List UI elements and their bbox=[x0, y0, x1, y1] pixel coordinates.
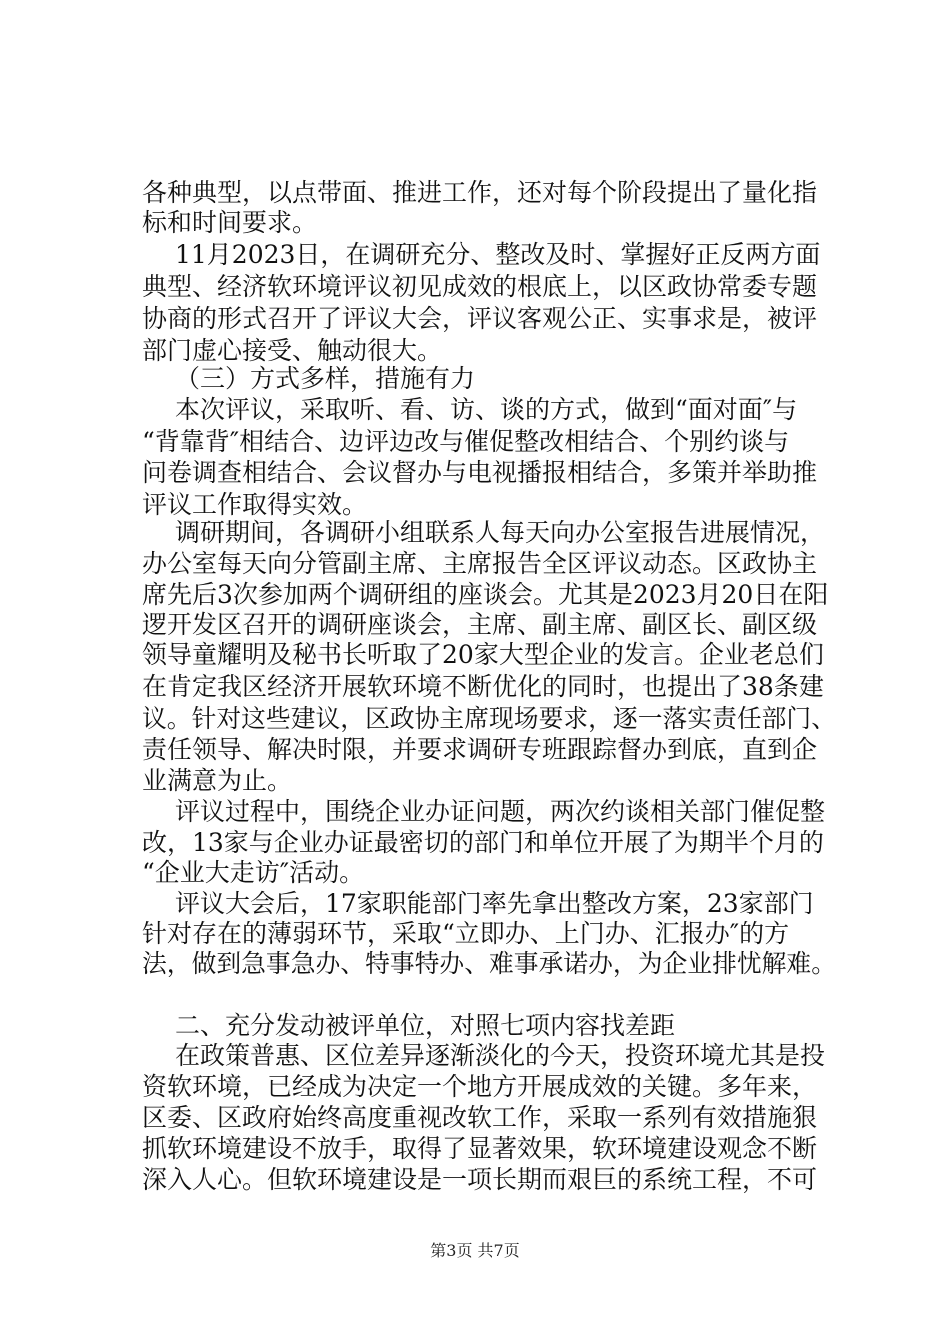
text-line: “背靠背″相结合、边评边改与催促整改相结合、个别约谈与 bbox=[142, 427, 790, 456]
text-line: 各种典型，以点带面、推进工作，还对每个阶段提出了量化指 bbox=[142, 178, 818, 207]
text-line: 评议大会后，17家职能部门率先拿出整改方案，23家部门 bbox=[175, 889, 814, 918]
text-line: 问卷调查相结合、会议督办与电视播报相结合，多策并举助推 bbox=[142, 458, 818, 487]
text-line: 本次评议，采取听、看、访、谈的方式，做到“面对面″与 bbox=[175, 395, 798, 424]
text-line: 办公室每天向分管副主席、主席报告全区评议动态。区政协主 bbox=[142, 549, 818, 578]
text-line: 协商的形式召开了评议大会，评议客观公正、实事求是，被评 bbox=[142, 304, 818, 333]
text-line: 业满意为止。 bbox=[142, 766, 293, 795]
section-heading: （三）方式多样，措施有力 bbox=[175, 364, 476, 393]
text-line: 标和时间要求。 bbox=[142, 208, 318, 237]
text-line: 评议工作取得实效。 bbox=[142, 490, 368, 519]
text-line: 调研期间，各调研小组联系人每天向办公室报告进展情况， bbox=[175, 518, 826, 547]
text-line: 针对存在的薄弱环节，采取“立即办、上门办、汇报办″的方 bbox=[142, 919, 790, 948]
text-line: 深入人心。但软环境建设是一项长期而艰巨的系统工程，不可 bbox=[142, 1165, 818, 1194]
text-line: 抓软环境建设不放手，取得了显著效果，软环境建设观念不断 bbox=[142, 1134, 818, 1163]
text-line: 改，13家与企业办证最密切的部门和单位开展了为期半个月的 bbox=[142, 828, 824, 857]
text-line: 典型、经济软环境评议初见成效的根底上，以区政协常委专题 bbox=[142, 272, 818, 301]
text-line: 资软环境，已经成为决定一个地方开展成效的关键。多年来， bbox=[142, 1072, 818, 1101]
text-line: 部门虚心接受、触动很大。 bbox=[142, 336, 443, 365]
text-line: 席先后3次参加两个调研组的座谈会。尤其是2023月20日在阳 bbox=[142, 580, 829, 609]
text-line: 逻开发区召开的调研座谈会，主席、副主席、副区长、副区级 bbox=[142, 610, 818, 639]
text-line: “企业大走访″活动。 bbox=[142, 858, 365, 887]
text-line: 法，做到急事急办、特事特办、难事承诺办，为企业排忧解难。 bbox=[142, 949, 837, 978]
text-line: 领导童耀明及秘书长听取了20家大型企业的发言。企业老总们 bbox=[142, 640, 824, 669]
section-heading: 二、充分发动被评单位，对照七项内容找差距 bbox=[175, 1011, 676, 1040]
text-line: 责任领导、解决时限，并要求调研专班跟踪督办到底，直到企 bbox=[142, 735, 818, 764]
text-line: 在肯定我区经济开展软环境不断优化的同时，也提出了38条建 bbox=[142, 672, 824, 701]
text-line: 评议过程中，围绕企业办证问题，两次约谈相关部门催促整 bbox=[175, 797, 826, 826]
text-line: 议。针对这些建议，区政协主席现场要求，逐一落实责任部门、 bbox=[142, 704, 837, 733]
text-line: 区委、区政府始终高度重视改软工作，采取一系列有效措施狠 bbox=[142, 1103, 818, 1132]
text-line: 11月2023日，在调研充分、整改及时、掌握好正反两方面 bbox=[175, 240, 821, 269]
page-number-footer: 第3页 共7页 bbox=[430, 1241, 520, 1260]
text-line: 在政策普惠、区位差异逐渐淡化的今天，投资环境尤其是投 bbox=[175, 1041, 826, 1070]
